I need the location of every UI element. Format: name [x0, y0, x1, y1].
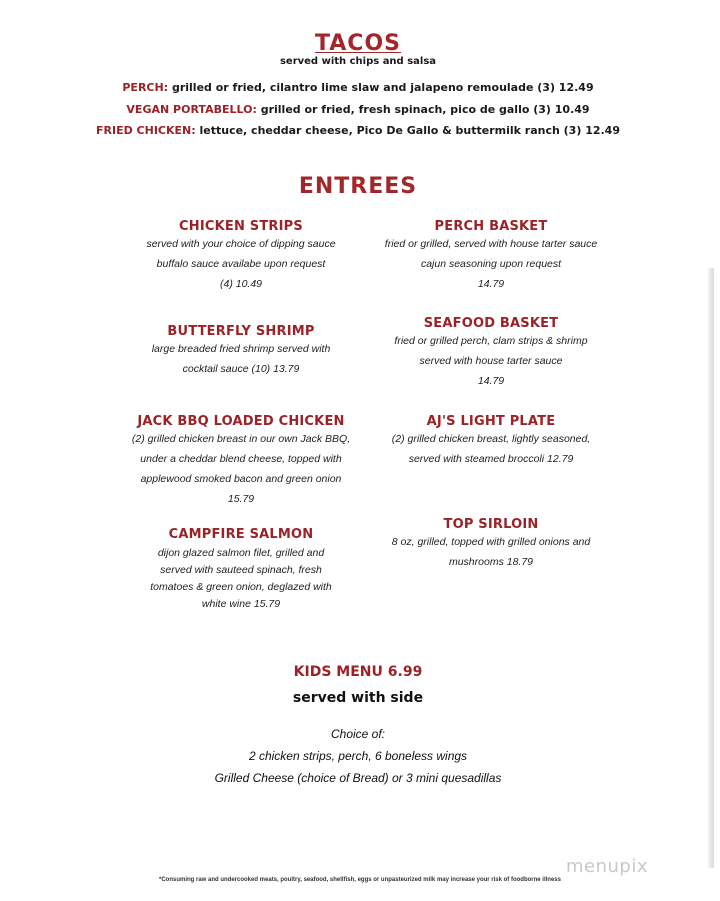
entree-desc-line: served with house tarter sauce — [419, 355, 563, 367]
entree-campfire-salmon — [96, 526, 386, 613]
entree-desc-line: fried or grilled perch, clam strips & shrimp — [394, 335, 588, 347]
entree-desc-line: cajun seasoning upon request — [420, 258, 562, 270]
entree-name: CAMPFIRE SALMON — [168, 527, 314, 542]
entree-desc-line: mushrooms 18.79 — [448, 556, 534, 568]
entree-name: JACK BBQ LOADED CHICKEN — [137, 414, 345, 429]
entree-name: CHICKEN STRIPS — [179, 219, 303, 234]
entree-jack-bbq-loaded-chicken — [96, 414, 386, 509]
entree-desc-line: dijon glazed salmon filet, grilled and — [157, 547, 325, 559]
entree-desc-line: fried or grilled, served with house tarter sauce — [384, 238, 598, 250]
entree-ajs-light-plate — [366, 414, 616, 469]
entree-price: 14.79 — [477, 375, 505, 387]
entrees-section-title: ENTREES — [298, 174, 418, 199]
entree-name: PERCH BASKET — [434, 219, 548, 234]
entree-desc-line: tomatoes & green onion, deglazed with — [150, 581, 332, 593]
entree-desc-line: buffalo sauce availabe upon request — [156, 258, 326, 270]
taco-item-desc: lettuce, cheddar cheese, Pico De Gallo & buttermilk ranch (3) 12.49 — [199, 124, 620, 137]
entree-desc-line: applewood smoked bacon and green onion — [140, 473, 342, 485]
taco-item — [0, 103, 716, 116]
entree-desc-line: served with your choice of dipping sauce — [146, 238, 336, 250]
entree-desc-line: (2) grilled chicken breast, lightly seasoned, — [391, 433, 591, 445]
taco-item-desc: grilled or fried, cilantro lime slaw and jalapeno remoulade (3) 12.49 — [171, 81, 594, 94]
entree-desc-line: served with steamed broccoli 12.79 — [408, 453, 574, 465]
taco-item-desc: grilled or fried, fresh spinach, pico de gallo (3) 10.49 — [260, 103, 590, 116]
entree-desc-line: large breaded fried shrimp served with — [151, 343, 331, 355]
kids-choice-line: Grilled Cheese (choice of Bread) or 3 mini quesadillas — [214, 771, 502, 785]
entree-desc-line: served with sauteed spinach, fresh — [160, 564, 322, 576]
kids-choice-line: 2 chicken strips, perch, 6 boneless wings — [248, 749, 468, 763]
entree-name: SEAFOOD BASKET — [423, 316, 559, 331]
entree-name: TOP SIRLOIN — [443, 517, 539, 532]
entree-name: AJ'S LIGHT PLATE — [426, 414, 556, 429]
kids-choice-label: Choice of: — [330, 727, 386, 741]
entree-seafood-basket — [366, 316, 616, 391]
entree-price: (4) 10.49 — [219, 278, 263, 290]
entree-price: 14.79 — [477, 278, 505, 290]
watermark-logo: menupix — [566, 856, 649, 877]
taco-item-name: PERCH: — [122, 81, 169, 94]
entree-price: 15.79 — [227, 493, 255, 505]
taco-item — [0, 124, 716, 137]
tacos-section-title: TACOS — [314, 31, 402, 56]
entree-top-sirloin — [366, 517, 616, 572]
entree-desc-line: white wine 15.79 — [201, 598, 281, 610]
kids-menu-side: served with side — [292, 690, 424, 706]
kids-menu-title: KIDS MENU 6.99 — [293, 664, 423, 680]
entree-butterfly-shrimp — [96, 324, 386, 379]
entree-perch-basket — [366, 219, 616, 294]
entree-desc-line: cocktail sauce (10) 13.79 — [182, 363, 300, 375]
health-warning-footnote: *Consuming raw and undercooked meats, poultry, seafood, shellfish, eggs or unpasteurized milk may increase your risk of foodborne illness — [159, 877, 561, 883]
taco-item-name: FRIED CHICKEN: — [96, 124, 196, 137]
entree-desc-line: 8 oz, grilled, topped with grilled onions and — [391, 536, 591, 548]
entree-name: BUTTERFLY SHRIMP — [167, 324, 315, 339]
tacos-subtitle: served with chips and salsa — [279, 56, 437, 67]
entree-desc-line: under a cheddar blend cheese, topped with — [140, 453, 342, 465]
taco-item-name: VEGAN PORTABELLO: — [126, 103, 257, 116]
entree-desc-line: (2) grilled chicken breast in our own Jack BBQ, — [131, 433, 351, 445]
taco-item — [0, 81, 716, 94]
entree-chicken-strips — [96, 219, 386, 294]
